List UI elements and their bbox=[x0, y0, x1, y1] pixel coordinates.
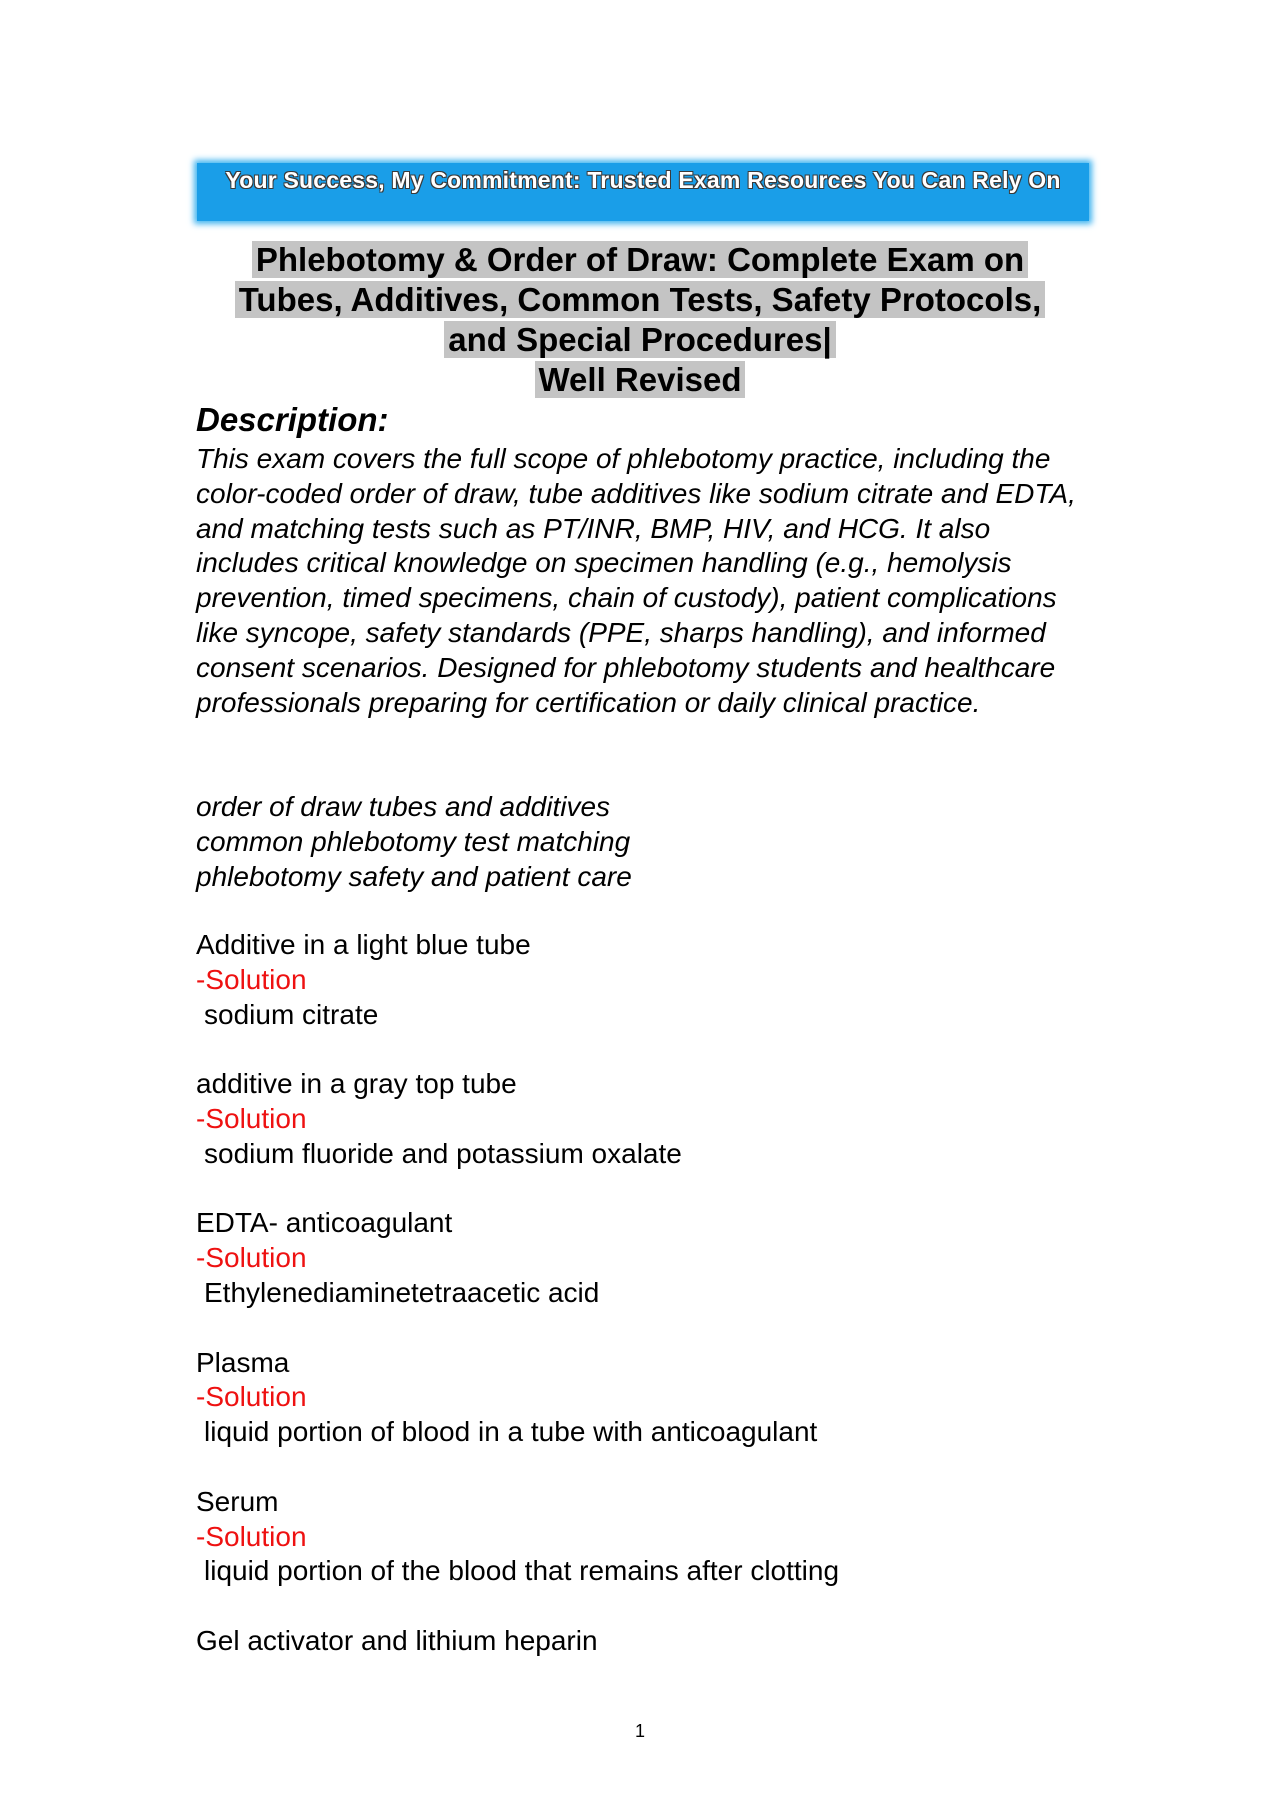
solution-label: -Solution bbox=[196, 1520, 307, 1552]
promo-banner bbox=[197, 163, 1089, 221]
solution-label: -Solution bbox=[196, 963, 307, 995]
qa-item bbox=[196, 1206, 1116, 1345]
answer-text: sodium citrate bbox=[204, 998, 379, 1030]
qa-item bbox=[196, 1624, 1116, 1763]
topic-item: common phlebotomy test matching bbox=[196, 825, 631, 857]
title-line-4: Well Revised bbox=[140, 360, 1140, 400]
answer-text: liquid portion of the blood that remains after clotting bbox=[204, 1555, 840, 1587]
description-body: This exam covers the full scope of phlebotomy practice, including the color-coded order of draw, tube additives like sodium citrate and EDTA, and matching tests such as PT/INR, BMP, HIV, and HCG. It also includes critical knowledge on specimen handling (e.g., hemolysis prevention, timed specimens, chain of custody), patient complications like syncope, safety standards (PPE, sharps handling), and informed consent scenarios. Designed for phlebotomy students and healthcare professionals preparing for certification or daily clinical practice. bbox=[196, 443, 1076, 718]
title-line-3: and Special Procedures| bbox=[140, 320, 1140, 360]
description-heading: Description: bbox=[196, 401, 389, 438]
qa-list bbox=[196, 928, 1116, 1763]
banner-text: Your Success, My Commitment: Trusted Exam Resources You Can Rely On bbox=[225, 167, 1061, 193]
document-title bbox=[140, 240, 1140, 400]
question-text: Additive in a light blue tube bbox=[196, 929, 531, 960]
qa-item bbox=[196, 1067, 1116, 1206]
question-text: Serum bbox=[196, 1485, 279, 1517]
solution-label: -Solution bbox=[196, 1102, 307, 1134]
question-text: Plasma bbox=[196, 1346, 290, 1378]
topic-list bbox=[196, 790, 1116, 894]
page-number: 1 bbox=[634, 1721, 645, 1741]
qa-item bbox=[196, 1485, 1116, 1624]
question-text: EDTA- anticoagulant bbox=[196, 1207, 453, 1239]
answer-text: sodium fluoride and potassium oxalate bbox=[204, 1137, 682, 1169]
answer-text: liquid portion of blood in a tube with anticoagulant bbox=[204, 1416, 818, 1448]
solution-label: -Solution bbox=[196, 1242, 307, 1274]
title-line-1: Phlebotomy & Order of Draw: Complete Exam on bbox=[140, 240, 1140, 280]
topic-item: order of draw tubes and additives bbox=[196, 791, 611, 822]
topic-item: phlebotomy safety and patient care bbox=[196, 860, 632, 892]
question-text: additive in a gray top tube bbox=[196, 1068, 517, 1100]
qa-item bbox=[196, 928, 1116, 1067]
qa-item bbox=[196, 1346, 1116, 1485]
answer-text: Ethylenediaminetetraacetic acid bbox=[204, 1276, 600, 1308]
question-text: Gel activator and lithium heparin bbox=[196, 1624, 598, 1656]
solution-label: -Solution bbox=[196, 1381, 307, 1413]
title-line-2: Tubes, Additives, Common Tests, Safety Protocols, bbox=[140, 280, 1140, 320]
